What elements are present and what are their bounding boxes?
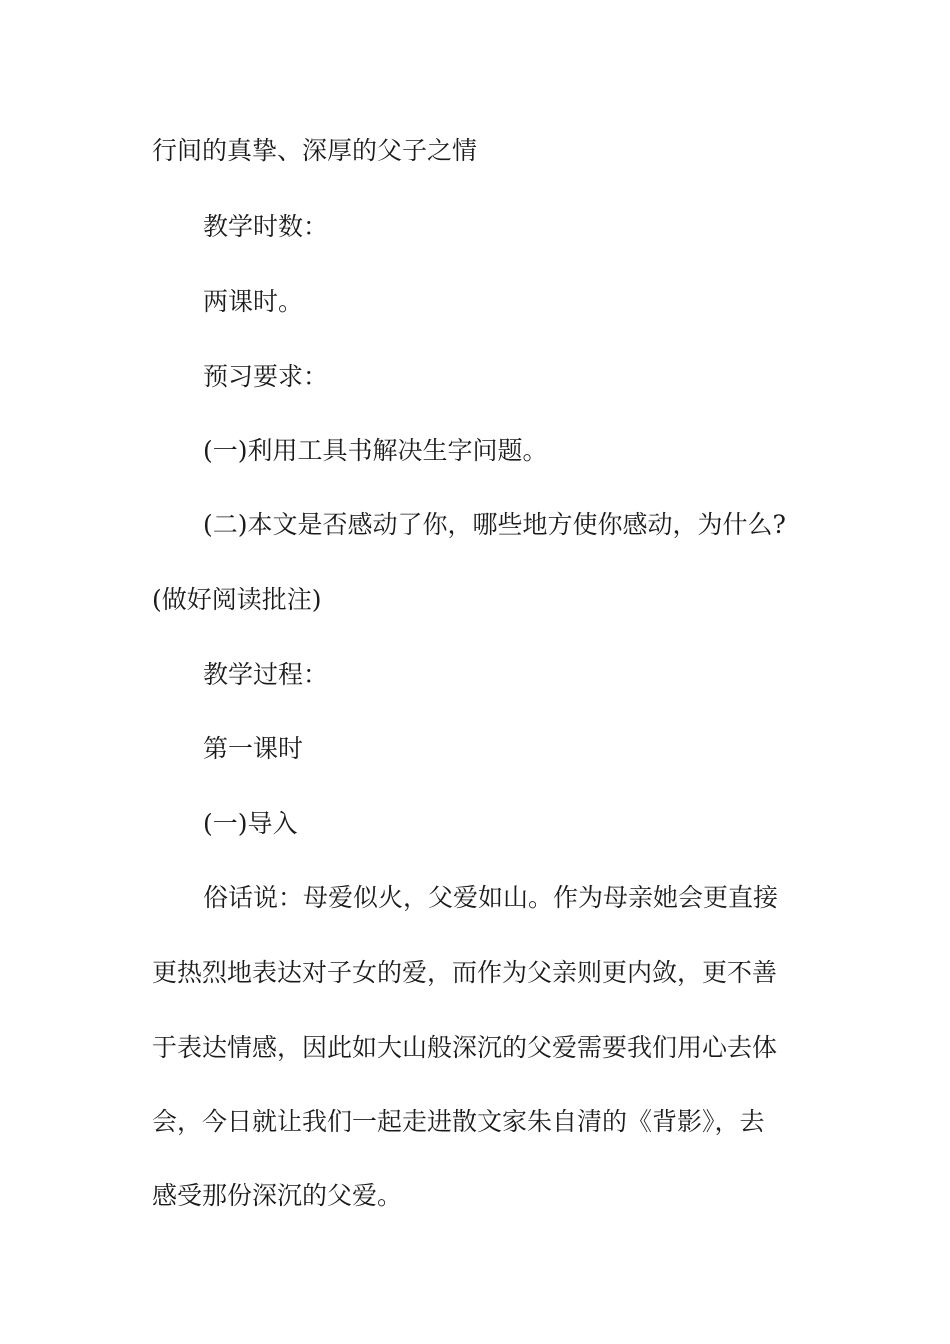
heading-introduction: (一)导入 [203, 809, 298, 838]
paragraph-line-1: 俗话说：母爱似火，父爱如山。作为母亲她会更直接 [203, 883, 779, 912]
paragraph-line-5: 感受那份深沉的父爱。 [152, 1181, 403, 1210]
heading-preview-requirements: 预习要求： [203, 362, 329, 391]
text-teaching-hours-value: 两课时。 [203, 287, 304, 316]
text-line-continuation: 行间的真挚、深厚的父子之情 [152, 136, 478, 165]
text-requirement-1: (一)利用工具书解决生字问题。 [203, 436, 548, 465]
text-requirement-2-note: (做好阅读批注) [152, 585, 322, 614]
heading-teaching-hours: 教学时数： [203, 212, 329, 241]
paragraph-line-4: 会，今日就让我们一起走进散文家朱自清的《背影》，去 [152, 1107, 765, 1136]
heading-first-lesson: 第一课时 [203, 734, 304, 763]
paragraph-line-2: 更热烈地表达对子女的爱，而作为父亲则更内敛，更不善 [152, 958, 778, 987]
heading-teaching-process: 教学过程： [203, 660, 329, 689]
text-requirement-2: (二)本文是否感动了你，哪些地方使你感动，为什么? [203, 510, 786, 539]
paragraph-line-3: 于表达情感，因此如大山般深沉的父爱需要我们用心去体 [152, 1033, 778, 1062]
